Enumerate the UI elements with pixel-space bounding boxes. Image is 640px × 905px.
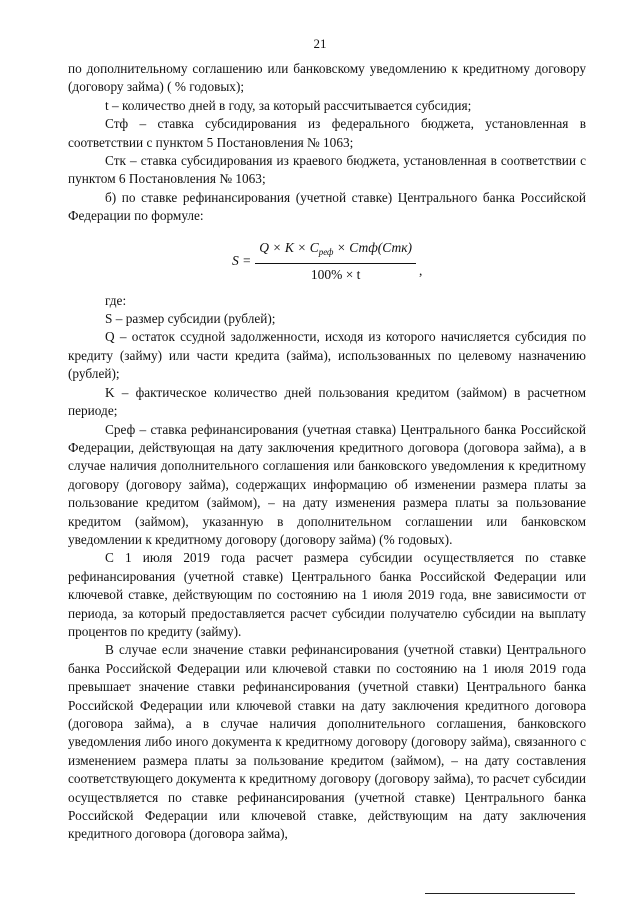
footer-rule: [425, 893, 575, 894]
page-number: 21: [313, 36, 327, 51]
document-body: [68, 60, 586, 844]
paragraph: K – фактическое количество дней пользования кредитом (займом) в расчетном периоде;: [68, 384, 586, 419]
paragraph: б) по ставке рефинансирования (учетной ставке) Центрального банка Российской Федерации по формуле:: [68, 189, 586, 224]
denominator-text: 100% × t: [310, 267, 361, 283]
numerator-subscript: реф: [318, 246, 334, 257]
paragraphs-after-formula: [68, 292, 586, 844]
formula-lhs: S =: [232, 253, 252, 269]
paragraph: С 1 июля 2019 года расчет размера субсидии осуществляется по ставке рефинансирования (учетной ставке) Центрального банка Российской Федерации или ключевой ставке, действующим по состоянию на 1 июля 2019 года, вне зависимости от периода, за который предоставляется расчет субсидии получателю субсидии на выплату процентов по кредиту (займу).: [68, 550, 586, 639]
formula-numerator: [255, 239, 416, 264]
paragraph: Q – остаток ссудной задолженности, исходя из которого начисляется субсидия по кредиту (займу) или части кредита (займа), использованных по целевому назначению (рублей);: [68, 329, 586, 382]
paragraph: по дополнительному соглашению или банковскому уведомлению к кредитному договору (договору займа) ( % годовых);: [68, 61, 586, 95]
paragraph: где:: [105, 292, 127, 308]
formula-fraction: [255, 239, 416, 285]
numerator-prefix: Q × K × C: [259, 239, 319, 255]
paragraph: В случае если значение ставки рефинансирования (учетной ставки) Центрального банка Российской Федерации или ключевой ставки по состоянию на 1 июля 2019 года превышает значение ставки рефинансирования (учетной ставки) Центрального банка Российской Федерации или ключевой ставки на дату заключения кредитного договора (договора займа), а в случае наличия дополнительного соглашения, банковского уведомления либо иного документа к кредитному договору (договору займа), связанного с изменением размера платы за пользование кредитом (займом), – на дату составления соответствующего документа к кредитному договору (договору займа), то расчет субсидии осуществляется по ставке рефинансирования (учетной ставке) Центрального банка Российской Федерации или ключевой ставке, действующим на дату заключения кредитного договора (договора займа),: [68, 642, 586, 842]
paragraph: S – размер субсидии (рублей);: [105, 311, 276, 327]
subsidy-formula: [68, 239, 586, 283]
paragraph: Стф – ставка субсидирования из федерального бюджета, установленная в соответствии с пунктом 5 Постановления № 1063;: [68, 116, 586, 150]
formula-trailing: ,: [419, 263, 423, 279]
paragraph: Среф – ставка рефинансирования (учетная ставка) Центрального банка Российской Федерации, действующая на дату заключения кредитного договора (договора займа), а в случае наличия дополнительного соглашения или банковского уведомления к кредитному договору (договору займа), содержащих информацию об изменении размера платы за пользование кредитом (займом), – на дату изменения размера платы за пользование кредитом (займом), указанную в дополнительном соглашении или банковском уведомлении к кредитному договору (договору займа) (% годовых).: [68, 421, 586, 547]
paragraph: Стк – ставка субсидирования из краевого бюджета, установленная в соответствии с пунктом 6 Постановления № 1063;: [68, 153, 586, 187]
formula-denominator: [311, 264, 361, 284]
numerator-suffix: × Стф(Стк): [333, 239, 413, 255]
paragraph: t – количество дней в году, за который рассчитывается субсидия;: [105, 97, 472, 113]
formula-expression: [232, 239, 422, 285]
paragraphs-before-formula: [68, 60, 586, 226]
